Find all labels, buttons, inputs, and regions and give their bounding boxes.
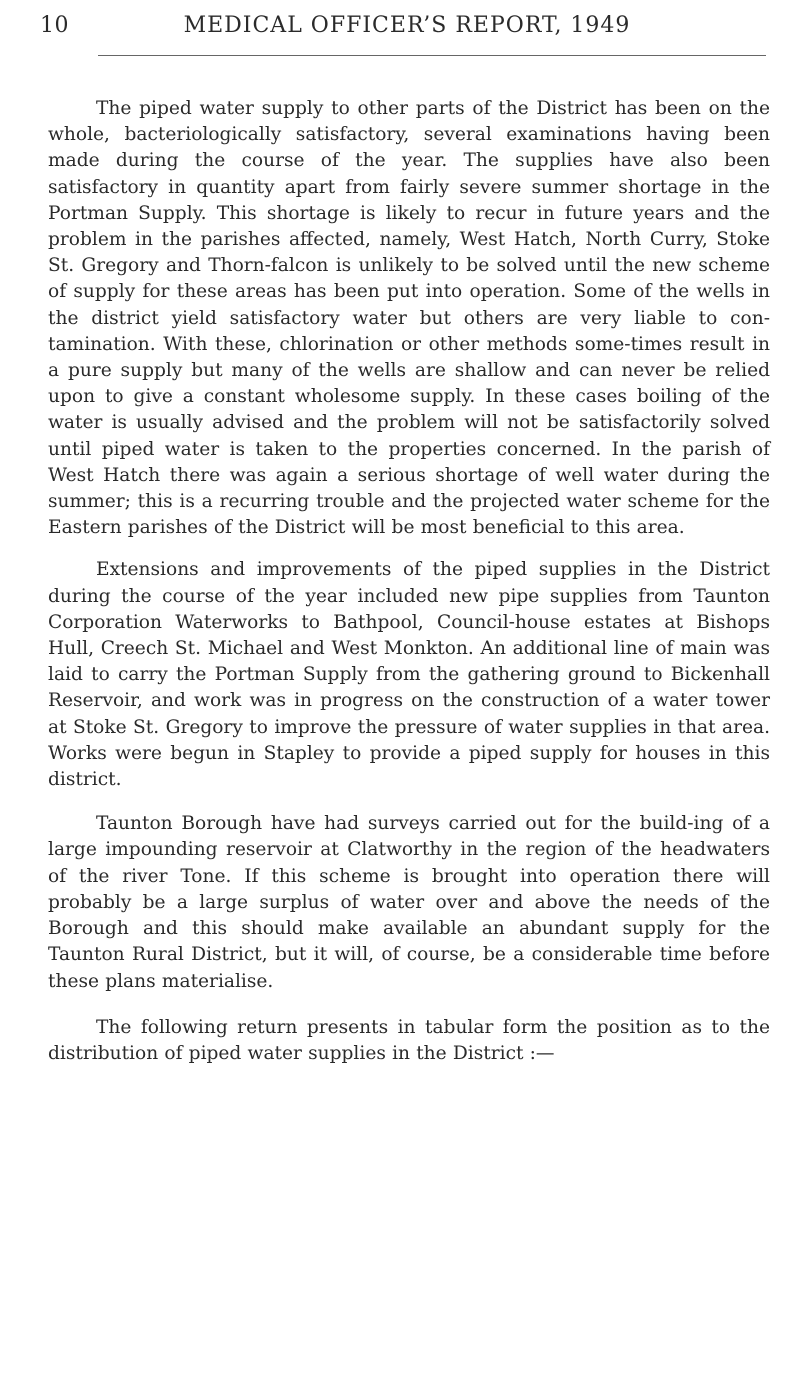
page-header bbox=[40, 6, 774, 46]
page-number: 10 bbox=[40, 13, 69, 38]
paragraph-tabular-return-intro: The following return presents in tabular form the position as to the distribution of piped water supplies in the District :— bbox=[48, 1016, 770, 1064]
paragraph-water-supply-quality: The piped water supply to other parts of the District has been on the whole, bacteriologically satisfactory, several examinations having been made during the course of the year. The supplies have also been satisfactory in quantity apart from fairly severe summer shortage in the Portman Supply. This shortage is likely to recur in future years and the problem in the parishes affected, namely, West Hatch, North Curry, Stoke St. Gregory and Thorn-falcon is unlikely to be solved until the new scheme of supply for these areas has been put into operation. Some of the wells in the district yield satisfactory water but others are very liable to con-tamination. With these, chlorination or other methods some-times result in a pure supply but many of the wells are shallow and can never be relied upon to give a constant wholesome supply. In these cases boiling of the water is usually advised and the problem will not be satisfactorily solved until piped water is taken to the properties concerned. In the parish of West Hatch there was again a serious shortage of well water during the summer; this is a recurring trouble and the projected water scheme for the Eastern parishes of the District will be most beneficial to this area. bbox=[48, 98, 770, 539]
body-text bbox=[48, 96, 770, 1083]
running-title: MEDICAL OFFICER’S REPORT, 1949 bbox=[183, 13, 631, 38]
paragraph-extensions-improvements: Extensions and improvements of the piped supplies in the District during the course of the year included new pipe supplies from Taunton Corporation Waterworks to Bathpool, Council-house estates at Bishops Hull, Creech St. Michael and West Monkton. An additional line of main was laid to carry the Portman Supply from the gathering ground to Bickenhall Reservoir, and work was in progress on the construction of a water tower at Stoke St. Gregory to improve the pressure of water supplies in that area. Works were begun in Stapley to provide a piped supply for houses in this district. bbox=[48, 559, 770, 791]
header-rule bbox=[98, 55, 766, 56]
paragraph-clatworthy-reservoir: Taunton Borough have had surveys carried out for the build-ing of a large impounding reservoir at Clatworthy in the region of the headwaters of the river Tone. If this scheme is brought into operation there will probably be a large surplus of water over and above the needs of the Borough and this should make available an abundant supply for the Taunton Rural District, but it will, of course, be a considerable time before these plans materialise. bbox=[48, 813, 770, 992]
